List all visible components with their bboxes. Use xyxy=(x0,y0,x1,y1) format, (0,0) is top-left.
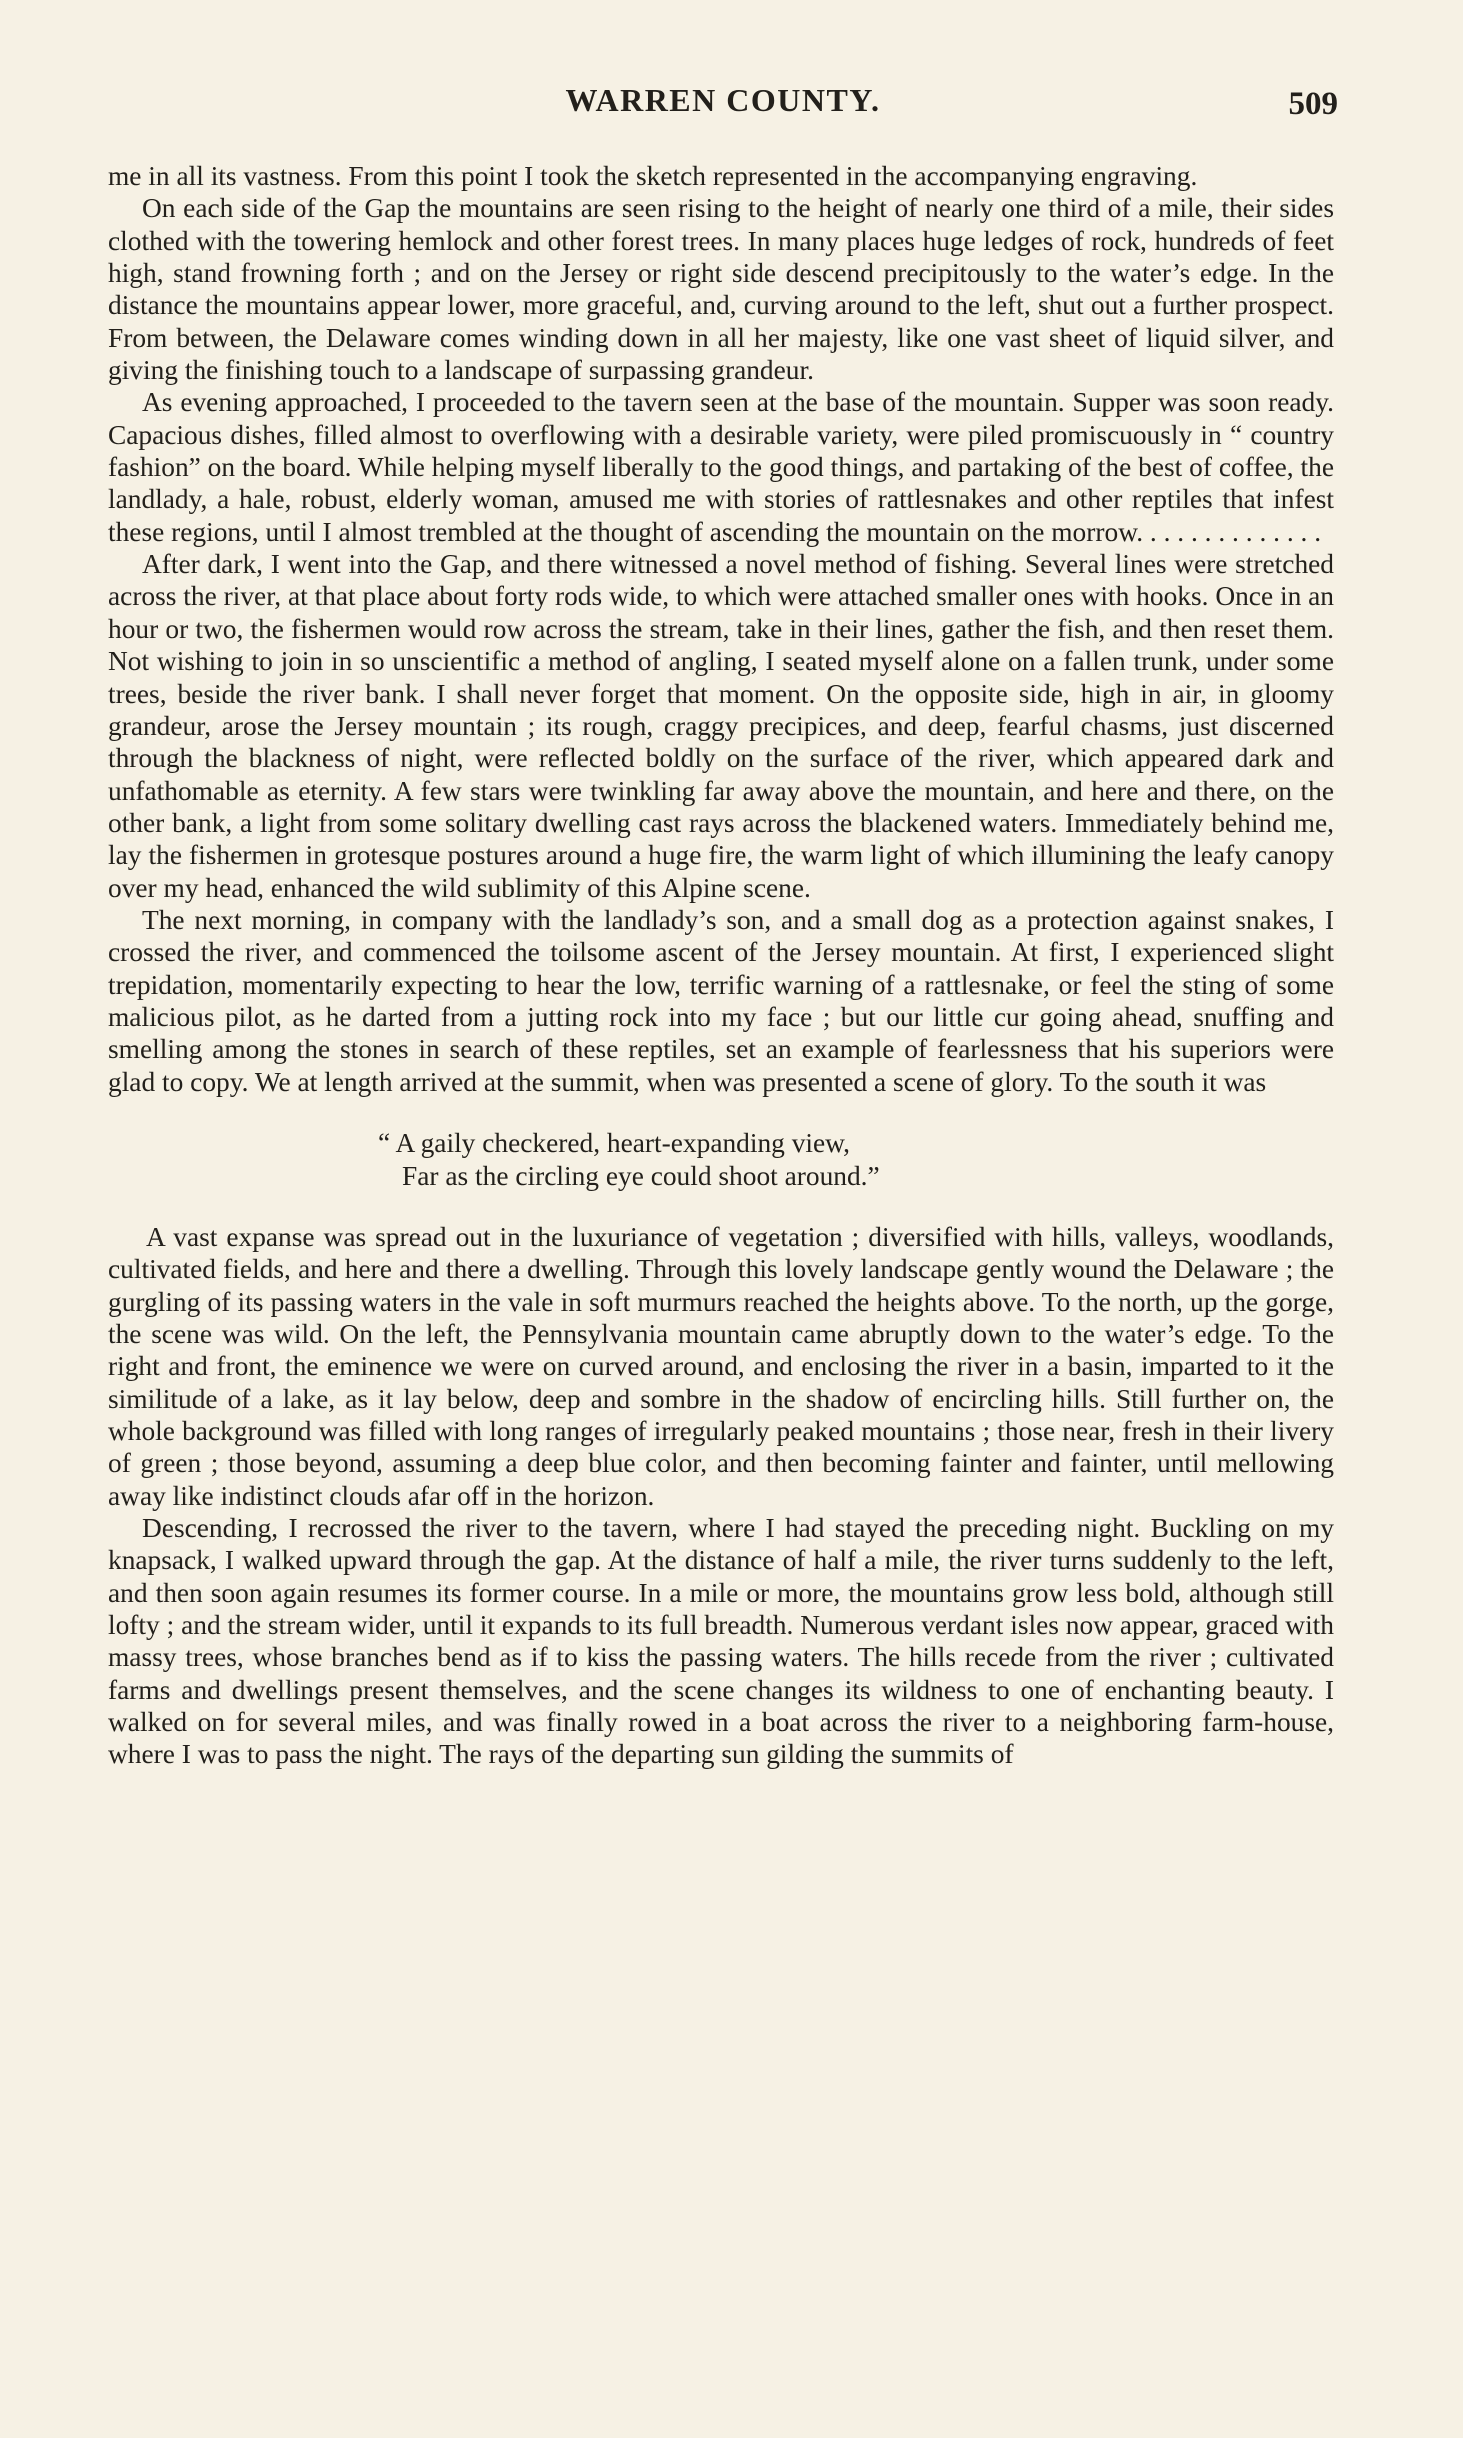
paragraph: me in all its vastness. From this point I took the sketch represented in the accompanying engraving. xyxy=(108,161,1198,191)
page-number: 509 xyxy=(1288,86,1338,122)
paragraph: After dark, I went into the Gap, and there witnessed a novel method of fishing. Several lines were stretched across the river, at that place about forty rods wide, to which were attached smaller ones with hooks. Once in an hour or two, the fishermen would row across the stream, take in their lines, gather the fish, and then reset them. Not wishing to join in so unscientific a method of angling, I seated myself alone on a fallen trunk, under some trees, beside the river bank. I shall never forget that moment. On the opposite side, high in air, in gloomy grandeur, arose the Jersey mountain ; its rough, craggy precipices, and deep, fearful chasms, just discerned through the blackness of night, were reflected boldly on the surface of the river, which appeared dark and unfathomable as eternity. A few stars were twinkling far away above the mountain, and here and there, on the other bank, a light from some solitary dwelling cast rays across the blackened waters. Immediately behind me, lay the fishermen in grotesque postures around a huge fire, the warm light of which illumining the leafy canopy over my head, enhanced the wild sublimity of this Alpine scene. xyxy=(108,549,1334,903)
paragraph: A vast expanse was spread out in the luxuriance of vegetation ; diversified with hills, valleys, woodlands, cultivated fields, and here and there a dwelling. Through this lovely landscape gently wound the Delaware ; the gurgling of its passing waters in the vale in soft murmurs reached the heights above. To the north, up the gorge, the scene was wild. On the left, the Pennsylvania mountain came abruptly down to the water’s edge. To the right and front, the eminence we were on curved around, and enclosing the river in a basin, imparted to it the similitude of a lake, as it lay below, deep and sombre in the shadow of encircling hills. Still further on, the whole background was filled with long ranges of irregularly peaked mountains ; those near, fresh in their livery of green ; those beyond, assuming a deep blue color, and then becoming fainter and fainter, until mellowing away like indistinct clouds afar off in the horizon. xyxy=(108,1221,1334,1511)
running-head: WARREN COUNTY. xyxy=(565,82,881,118)
verse-line: Far as the circling eye could shoot around.” xyxy=(402,1160,880,1191)
paragraph: On each side of the Gap the mountains are seen rising to the height of nearly one third of a mile, their sides clothed with the towering hemlock and other forest trees. In many places huge ledges of rock, hundreds of feet high, stand frowning forth ; and on the Jersey or right side descend precipitously to the water’s edge. In the distance the mountains appear lower, more graceful, and, curving around to the left, shut out a further prospect. From between, the Delaware comes winding down in all her majesty, like one vast sheet of liquid silver, and giving the finishing touch to a landscape of surpassing grandeur. xyxy=(108,193,1334,386)
verse-quotation xyxy=(108,1127,1334,1193)
page-header xyxy=(108,82,1338,126)
paragraph: Descending, I recrossed the river to the tavern, where I had stayed the preceding night. Buckling on my knapsack, I walked upward through the gap. At the distance of half a mile, the river turns suddenly to the left, and then soon again resumes its former course. In a mile or more, the mountains grow less bold, although still lofty ; and the stream wider, until it expands to its full breadth. Numerous verdant isles now appear, graced with massy trees, whose branches bend as if to kiss the passing waters. The hills recede from the river ; cultivated farms and dwellings present themselves, and the scene changes its wildness to one of enchanting beauty. I walked on for several miles, and was finally rowed in a boat across the river to a neighboring farm-house, where I was to pass the night. The rays of the departing sun gilding the summits of xyxy=(108,1513,1334,1770)
body-text xyxy=(108,160,1334,1771)
paragraph: As evening approached, I proceeded to the tavern seen at the base of the mountain. Supper was soon ready. Capacious dishes, filled almost to overflowing with a desirable variety, were piled promiscuously in “ country fashion” on the board. While helping myself liberally to the good things, and partaking of the best of coffee, the landlady, a hale, robust, elderly woman, amused me with stories of rattlesnakes and other reptiles that infest these regions, until I almost trembled at the thought of ascending the mountain on the morrow. . . . . . . . . . . . . . xyxy=(108,387,1334,547)
verse-line: “ A gaily checkered, heart-expanding view, xyxy=(378,1127,851,1158)
paragraph: The next morning, in company with the landlady’s son, and a small dog as a protection against snakes, I crossed the river, and commenced the toilsome ascent of the Jersey mountain. At first, I experienced slight trepidation, momentarily expecting to hear the low, terrific warning of a rattlesnake, or feel the sting of some malicious pilot, as he darted from a jutting rock into my face ; but our little cur going ahead, snuffing and smelling among the stones in search of these reptiles, set an example of fearlessness that his superiors were glad to copy. We at length arrived at the summit, when was presented a scene of glory. To the south it was xyxy=(108,904,1334,1097)
